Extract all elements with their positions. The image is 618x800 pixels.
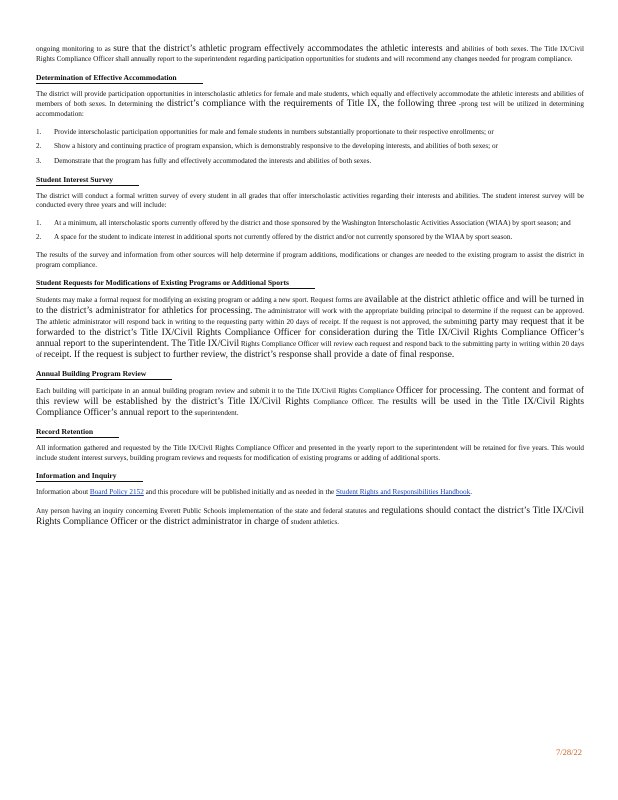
inquiry-text-end: . <box>470 488 472 497</box>
accommodation-text-b: -prong test will be utilized in determining accommodation: <box>36 100 584 119</box>
survey-heading: Student Interest Survey <box>36 175 584 186</box>
accommodation-heading: Determination of Effective Accommodation <box>36 73 584 84</box>
survey-paragraph: The district will conduct a formal written survey of every student in all grades that offer interscholastic activities regarding their interests and abilities. The student interest survey will be conducted every three years and will include: <box>36 191 584 210</box>
accommodation-paragraph <box>36 90 584 120</box>
inquiry-heading: Information and Inquiry <box>36 471 584 482</box>
review-heading: Annual Building Program Review <box>36 369 584 380</box>
review-text-3: Compliance Officer. The <box>313 398 389 407</box>
inquiry-contact-1: Any person having an inquiry concerning Everett Public Schools implementation of the state and federal statutes and <box>36 506 380 515</box>
inquiry-text-mid: and this procedure will be published initially and as needed in the <box>145 488 335 497</box>
board-policy-link[interactable]: Board Policy 2152 <box>89 488 144 497</box>
intro-lead: ongoing monitoring to as <box>36 45 111 53</box>
retention-heading: Record Retention <box>36 427 584 438</box>
review-text-1: Each building will participate in an annual building program review and submit it to the Title IX/Civil Rights Compliance <box>36 387 394 396</box>
requests-text-2: available at the district athletic office and will be turned in to the district’s administrator for athletics for processing. <box>36 295 584 317</box>
requests-text-4: ng party may request that it be forwarded to the district’s Title IX/Civil Rights Compliance Officer for consideration during the Title IX/Civil Rights Compliance Officer’s annual report to the superintendent. The Title IX/Civil <box>36 317 585 350</box>
requests-heading: Student Requests for Modifications of Existing Programs or Additional Sports <box>36 278 584 289</box>
inquiry-contact-2: regulations should contact the district’s Title IX/Civil Rights Compliance Officer or the district administrator in charge of <box>36 505 584 527</box>
list-item: 1. Provide interscholastic participation opportunities for male and female students in numbers substantially proportionate to their respective enrollments; or <box>36 127 494 136</box>
inquiry-contact-3: student athletics. <box>290 517 340 526</box>
review-text-2: Officer for processing. The content and format of this review will be established by the district’s Title IX/Civil Rights <box>36 386 584 408</box>
inquiry-contact-paragraph <box>36 506 584 528</box>
intro-paragraph <box>36 44 584 65</box>
inquiry-text-pre: Information about <box>36 488 89 497</box>
survey-results-paragraph: The results of the survey and information from other sources will help determine if program additions, modifications or changes are needed to the existing program to assist the district in program compliance. <box>36 250 584 269</box>
list-item: 1. At a minimum, all interscholastic sports currently offered by the district and those sponsored by the Washington Interscholastic Activities Association (WIAA) by sport season; and <box>36 218 571 227</box>
requests-paragraph <box>36 295 584 361</box>
handbook-link[interactable]: Student Rights and Responsibilities Handbook <box>336 488 471 497</box>
requests-text-6: receipt. If the request is subject to further review, the district’s response shall provide a date of final response. <box>43 350 455 361</box>
requests-text-3: The administrator will work with the appropriate building principal to determine if the request can be approved. The athletic administrator will respond back in writing to the requesting party within 20 days of receipt. If the request is not approved, the submitti <box>36 307 585 327</box>
list-item: 2. Show a history and continuing practice of program expansion, which is demonstrably responsive to the developing interests, and abilities of both sexes; or <box>36 142 498 151</box>
intro-rest: abilities of both sexes. The Title IX/Civil Rights Compliance Officer shall annually report to the superintendent regarding participation opportunities for students and will recommend any changes needed for program compliance. <box>36 45 585 63</box>
footer-date: 7/28/22 <box>556 747 582 757</box>
review-paragraph <box>36 386 584 419</box>
requests-text-1: Students may make a formal request for modifying an existing program or adding a new sport. Request forms are <box>36 296 363 305</box>
list-item: 3. Demonstrate that the program has fully and effectively accommodated the interests and abilities of both sexes. <box>36 156 372 165</box>
review-text-5: superintendent. <box>194 409 239 418</box>
accommodation-text-big: district’s compliance with the requirements of Title IX, the following three <box>166 99 457 110</box>
accommodation-list <box>36 128 584 167</box>
list-item: 2. A space for the student to indicate interest in additional sports not currently offered by the district and/or not currently sponsored by the WIAA by sport season. <box>36 233 513 242</box>
retention-paragraph: All information gathered and requested by the Title IX/Civil Rights Compliance Officer and presented in the yearly report to the superintendent will be retained for five years. This would include student interest surveys, building program reviews and requests for modification of existing programs or adding of additional sports. <box>36 444 584 462</box>
inquiry-paragraph <box>36 488 584 498</box>
document-page <box>36 44 584 536</box>
review-text-4: results will be used in the Title IX/Civil Rights Compliance Officer’s annual report to the <box>36 397 585 419</box>
survey-list <box>36 219 584 243</box>
accommodation-text-a: The district will provide participation opportunities in interscholastic athletics for female and male students, which equally and effectively accommodate the athletic interests and abilities of members of both sexes. In determining the <box>36 89 584 109</box>
requests-text-5: Rights Compliance Officer will review each request and respond back to the submitting party in writing within 20 days of <box>36 340 585 360</box>
intro-big: sure that the district’s athletic program effectively accommodates the athletic interests and <box>113 44 460 54</box>
